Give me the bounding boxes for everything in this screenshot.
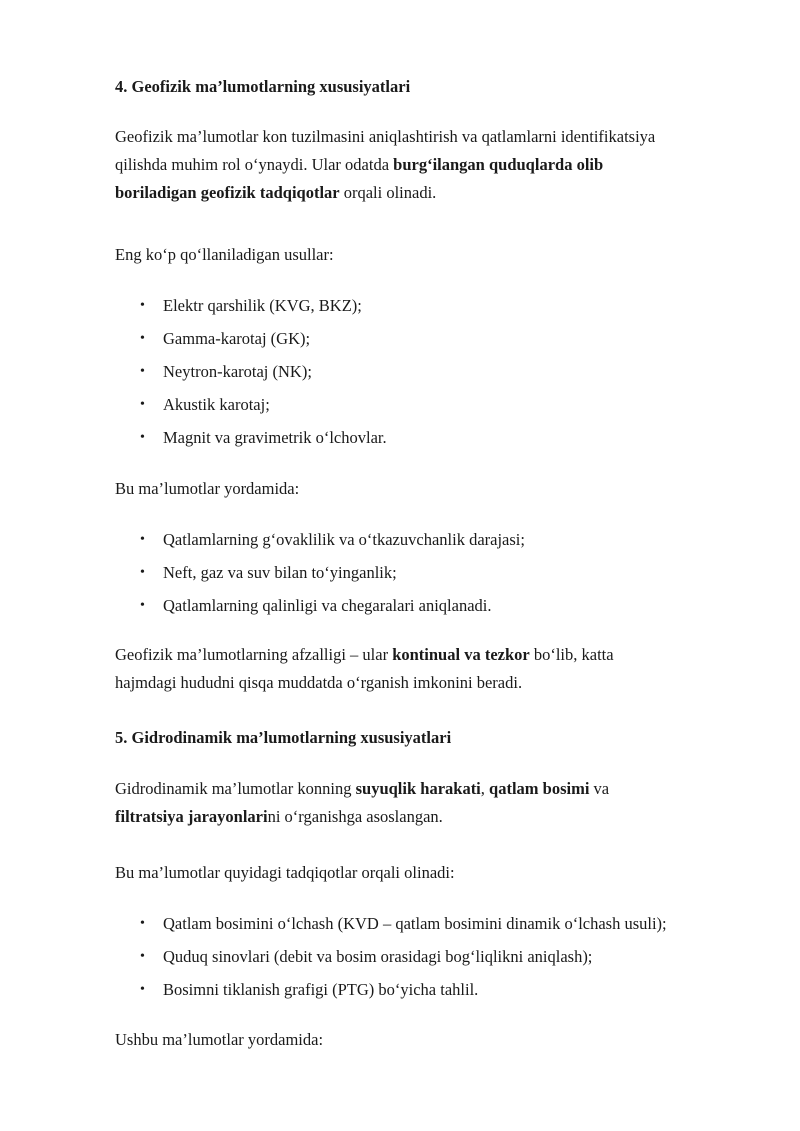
bold-text: suyuqlik harakati (355, 779, 481, 798)
list-item (115, 421, 765, 454)
bullet-icon: • (140, 397, 145, 412)
text-run: orqali olinadi. (339, 183, 437, 202)
bullet-icon: • (140, 532, 145, 547)
text-run: hajmdagi hududni qisqa muddatda o‘rganish imkonini beradi. (115, 673, 523, 692)
list-item-text: Qatlamlarning qalinligi va chegaralari aniqlanadi. (163, 596, 492, 615)
list-item-text: Gamma-karotaj (GK); (163, 329, 311, 348)
paragraph-line (115, 775, 755, 803)
list-item (115, 355, 765, 388)
bold-text: burg‘ilangan quduqlarda olib (393, 155, 604, 174)
list-item (115, 388, 765, 421)
text-run: Geofizik ma’lumotlar kon tuzilmasini aniqlashtirish va qatlamlarni identifikatsiya (115, 127, 656, 146)
text-run: va (589, 779, 610, 798)
list-item (115, 907, 765, 940)
bullet-icon: • (140, 331, 145, 346)
text-run: ni o‘rganishga asoslangan. (267, 807, 443, 826)
list-item (115, 289, 765, 322)
text-run: Geofizik ma’lumotlarning afzalligi – ular (115, 645, 393, 664)
bullet-icon: • (140, 430, 145, 445)
paragraph-line (115, 123, 755, 151)
studies-lead-text: Bu ma’lumotlar quyidagi tadqiqotlar orqali olinadi: (115, 863, 455, 882)
bullet-icon: • (140, 598, 145, 613)
text-run: Gidrodinamik ma’lumotlar konning (115, 779, 356, 798)
bold-text: boriladigan geofizik tadqiqotlar (115, 183, 340, 202)
section-4-intro-paragraph (115, 123, 755, 207)
section-4-heading: 4. Geofizik ma’lumotlarning xususiyatlari (115, 77, 411, 96)
list-item-text: Qatlamlarning g‘ovaklilik va o‘tkazuvchanlik darajasi; (163, 530, 525, 549)
bullet-icon: • (140, 982, 145, 997)
bold-text: filtratsiya jarayonlari (115, 807, 268, 826)
list-item-text: Neytron-karotaj (NK); (163, 362, 312, 381)
section-5-intro-paragraph (115, 775, 755, 831)
results-lead-text: Bu ma’lumotlar yordamida: (115, 479, 300, 498)
bullet-icon: • (140, 949, 145, 964)
list-item-text: Qatlam bosimini o‘lchash (KVD – qatlam bosimini dinamik o‘lchash usuli); (163, 914, 667, 933)
text-run: , (480, 779, 490, 798)
methods-list (115, 289, 765, 454)
list-item (115, 589, 765, 622)
bullet-icon: • (140, 916, 145, 931)
studies-list (115, 907, 765, 1006)
text-run: qilishda muhim rol o‘ynaydi. Ular odatda (115, 155, 394, 174)
bullet-icon: • (140, 364, 145, 379)
bold-text: kontinual va tezkor (392, 645, 530, 664)
paragraph-line (115, 803, 755, 831)
methods-lead-text: Eng ko‘p qo‘llaniladigan usullar: (115, 245, 334, 264)
text-run: bo‘lib, katta (529, 645, 614, 664)
list-item-text: Akustik karotaj; (163, 395, 270, 414)
paragraph-line (115, 641, 755, 669)
bullet-icon: • (140, 298, 145, 313)
list-item (115, 973, 765, 1006)
list-item (115, 940, 765, 973)
advantage-paragraph (115, 641, 755, 697)
bold-text: qatlam bosimi (489, 779, 590, 798)
paragraph-line (115, 151, 755, 179)
closing-lead-text: Ushbu ma’lumotlar yordamida: (115, 1030, 324, 1049)
list-item (115, 556, 765, 589)
list-item-text: Elektr qarshilik (KVG, BKZ); (163, 296, 362, 315)
list-item-text: Neft, gaz va suv bilan to‘yinganlik; (163, 563, 397, 582)
list-item (115, 322, 765, 355)
paragraph-line (115, 669, 755, 697)
bullet-icon: • (140, 565, 145, 580)
list-item-text: Quduq sinovlari (debit va bosim orasidagi bog‘liqlikni aniqlash); (163, 947, 593, 966)
list-item-text: Bosimni tiklanish grafigi (PTG) bo‘yicha tahlil. (163, 980, 479, 999)
list-item (115, 523, 765, 556)
paragraph-line (115, 179, 755, 207)
section-5-heading: 5. Gidrodinamik ma’lumotlarning xususiyatlari (115, 728, 452, 747)
results-list (115, 523, 765, 622)
list-item-text: Magnit va gravimetrik o‘lchovlar. (163, 428, 387, 447)
